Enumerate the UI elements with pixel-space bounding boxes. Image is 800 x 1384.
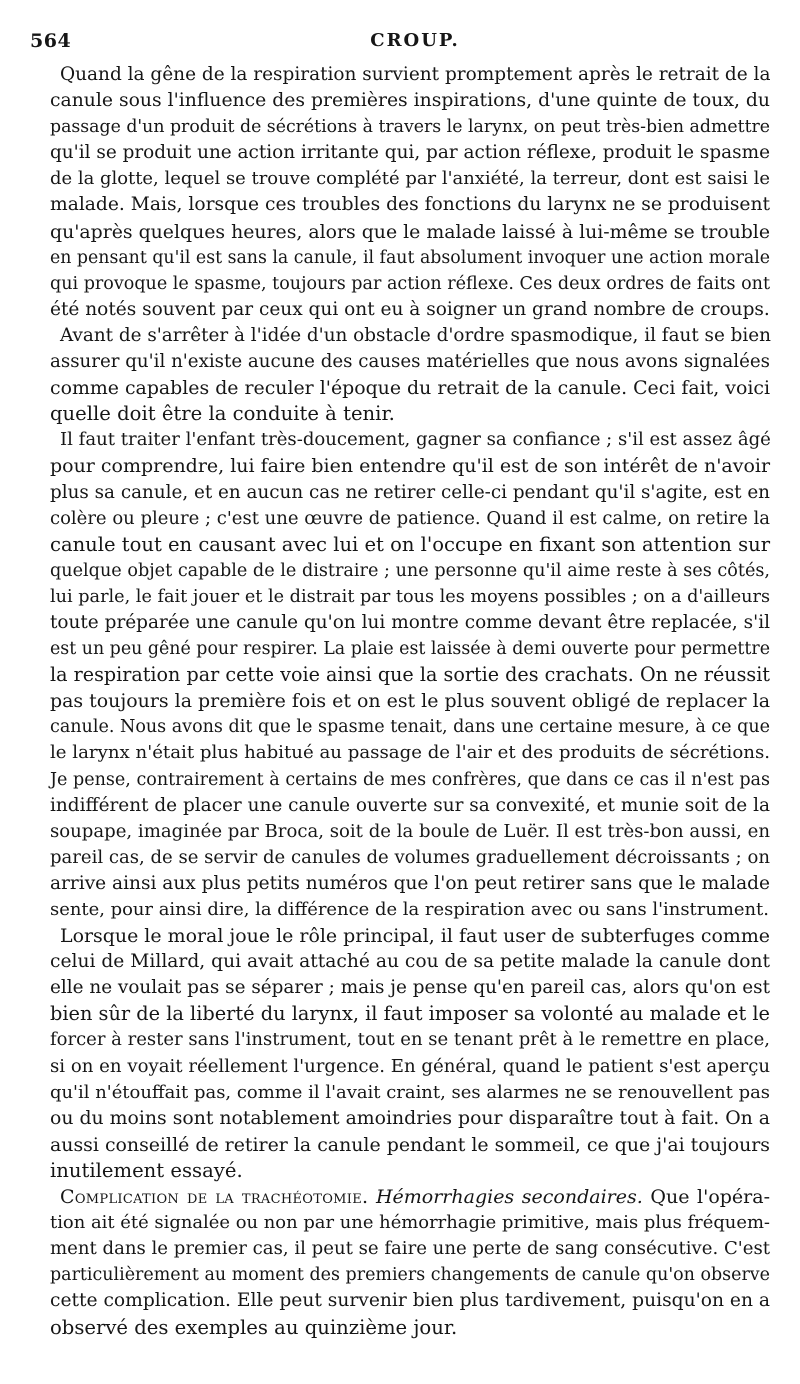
text-line: est un peu gêné pour respirer. La plaie est laissée à demi ouverte pour permettre xyxy=(50,639,770,660)
text-line: arrive ainsi aux plus petits numéros que l'on peut retirer sans que le malade xyxy=(50,872,770,894)
text-line: tion ait été signalée ou non par une hémorrhagie primitive, mais plus fréquem- xyxy=(50,1212,770,1234)
text-line: malade. Mais, lorsque ces troubles des fonctions du larynx ne se produisent xyxy=(50,194,770,216)
text-line: comme capables de reculer l'époque du retrait de la canule. Ceci fait, voici xyxy=(50,377,770,400)
section-subheading: Hémorrhagies secondaires. xyxy=(375,1186,643,1209)
text-line: passage d'un produit de sécrétions à travers le larynx, on peut très-bien admettre xyxy=(50,117,771,138)
chapter-title: CROUP. xyxy=(370,30,460,51)
text-line: ou du moins sont notablement amoindries pour disparaître tout à fait. On a xyxy=(50,1107,770,1129)
running-head xyxy=(30,30,760,56)
text-line: qu'après quelques heures, alors que le malade laissé à lui-même se trouble xyxy=(50,220,770,243)
text-line: Avant de s'arrêter à l'idée d'un obstacle d'ordre spasmodique, il faut se bien xyxy=(60,324,771,346)
text-line: bien sûr de la liberté du larynx, il faut imposer sa volonté au malade et le xyxy=(50,1002,770,1026)
text-line: Il faut traiter l'enfant très-doucement, gagner sa confiance ; s'il est assez âgé xyxy=(60,429,771,451)
text-line: en pensant qu'il est sans la canule, il faut absolument invoquer une action morale xyxy=(50,247,770,268)
text-line: pas toujours la première fois et on est le plus souvent obligé de replacer la xyxy=(50,690,770,713)
text-line: canule sous l'influence des premières inspirations, d'une quinte de toux, du xyxy=(50,90,770,112)
text-line: indifférent de placer une canule ouverte sur sa convexité, et munie soit de la xyxy=(50,794,770,816)
text-line: Quand la gêne de la respiration survient promptement après le retrait de la xyxy=(60,64,771,85)
text-line: quelque objet capable de le distraire ; une personne qu'il aime reste à ses côtés, xyxy=(50,560,770,581)
text-line: pareil cas, de se servir de canules de volumes graduellement décroissants ; on xyxy=(50,846,770,868)
text-line: quelle doit être la conduite à tenir. xyxy=(50,402,395,426)
text-line: assurer qu'il n'existe aucune des causes matérielles que nous avons signalées xyxy=(50,351,770,373)
text-line: aussi conseillé de retirer la canule pendant le sommeil, ce que j'ai toujours xyxy=(50,1133,770,1156)
text-line: plus sa canule, et en aucun cas ne retirer celle-ci pendant qu'il s'agite, est en xyxy=(50,481,770,503)
text-line: Je pense, contrairement à certains de mes confrères, que dans ce cas il n'est pas xyxy=(50,769,770,790)
text-line: particulièrement au moment des premiers changements de canule qu'on observe xyxy=(50,1265,770,1286)
text-line: inutilement essayé. xyxy=(50,1158,243,1182)
text-line: celui de Millard, qui avait attaché au cou de sa petite malade la canule dont xyxy=(50,951,771,973)
text-line: qui provoque le spasme, toujours par action réflexe. Ces deux ordres de faits ont xyxy=(50,273,770,294)
section-heading: Complication de la trachéotomie. xyxy=(60,1186,369,1209)
body-text xyxy=(50,62,770,1341)
text-line: elle ne voulait pas se séparer ; mais je pense qu'en pareil cas, alors qu'on est xyxy=(50,977,770,999)
text-line: canule. Nous avons dit que le spasme tenait, dans une certaine mesure, à ce que xyxy=(50,717,771,738)
text-line: le larynx n'était plus habitué au passage de l'air et des produits de sécrétions. xyxy=(50,742,771,764)
text-line: forcer à rester sans l'instrument, tout en se tenant prêt à le remettre en place, xyxy=(50,1029,770,1051)
text-line: soupape, imaginée par Broca, soit de la boule de Luër. Il est très-bon aussi, en xyxy=(50,820,770,842)
text-line: si on en voyait réellement l'urgence. En général, quand le patient s'est aperçu xyxy=(50,1055,770,1077)
text-line: été notés souvent par ceux qui ont eu à soigner un grand nombre de croups. xyxy=(50,298,770,320)
text-line: colère ou pleure ; c'est une œuvre de patience. Quand il est calme, on retire la xyxy=(50,507,770,529)
text-line: observé des exemples au quinzième jour. xyxy=(50,1315,458,1339)
text-line: canule tout en causant avec lui et on l'occupe en fixant son attention sur xyxy=(50,532,771,556)
section-heading-line xyxy=(50,1184,770,1210)
text-fragment: Que l'opéra- xyxy=(650,1186,770,1209)
text-line: de la glotte, lequel se trouve complété par l'anxiété, la terreur, dont est saisi le xyxy=(50,168,770,190)
text-line: pour comprendre, lui faire bien entendre qu'il est de son intérêt de n'avoir xyxy=(50,455,771,478)
text-line: sente, pour ainsi dire, la différence de la respiration avec ou sans l'instrument. xyxy=(50,899,769,920)
text-line: Lorsque le moral joue le rôle principal, il faut user de subterfuges comme xyxy=(60,925,770,948)
text-line: ment dans le premier cas, il peut se faire une perte de sang consécutive. C'est xyxy=(50,1238,770,1260)
text-line: la respiration par cette voie ainsi que la sortie des crachats. On ne réussit xyxy=(50,663,770,687)
page-number: 564 xyxy=(30,30,72,52)
text-line: cette complication. Elle peut survenir bien plus tardivement, puisqu'on en a xyxy=(50,1290,771,1312)
text-line: qu'il se produit une action irritante qui, par action réflexe, produit le spasme xyxy=(50,142,770,164)
text-line: toute préparée une canule qu'on lui montre comme devant être replacée, s'il xyxy=(50,611,770,633)
text-line: lui parle, le fait jouer et le distrait par tous les moyens possibles ; on a d'ailleurs xyxy=(50,586,770,607)
text-line: qu'il n'étouffait pas, comme il l'avait craint, ses alarmes ne se renouvellent pas xyxy=(50,1081,770,1103)
